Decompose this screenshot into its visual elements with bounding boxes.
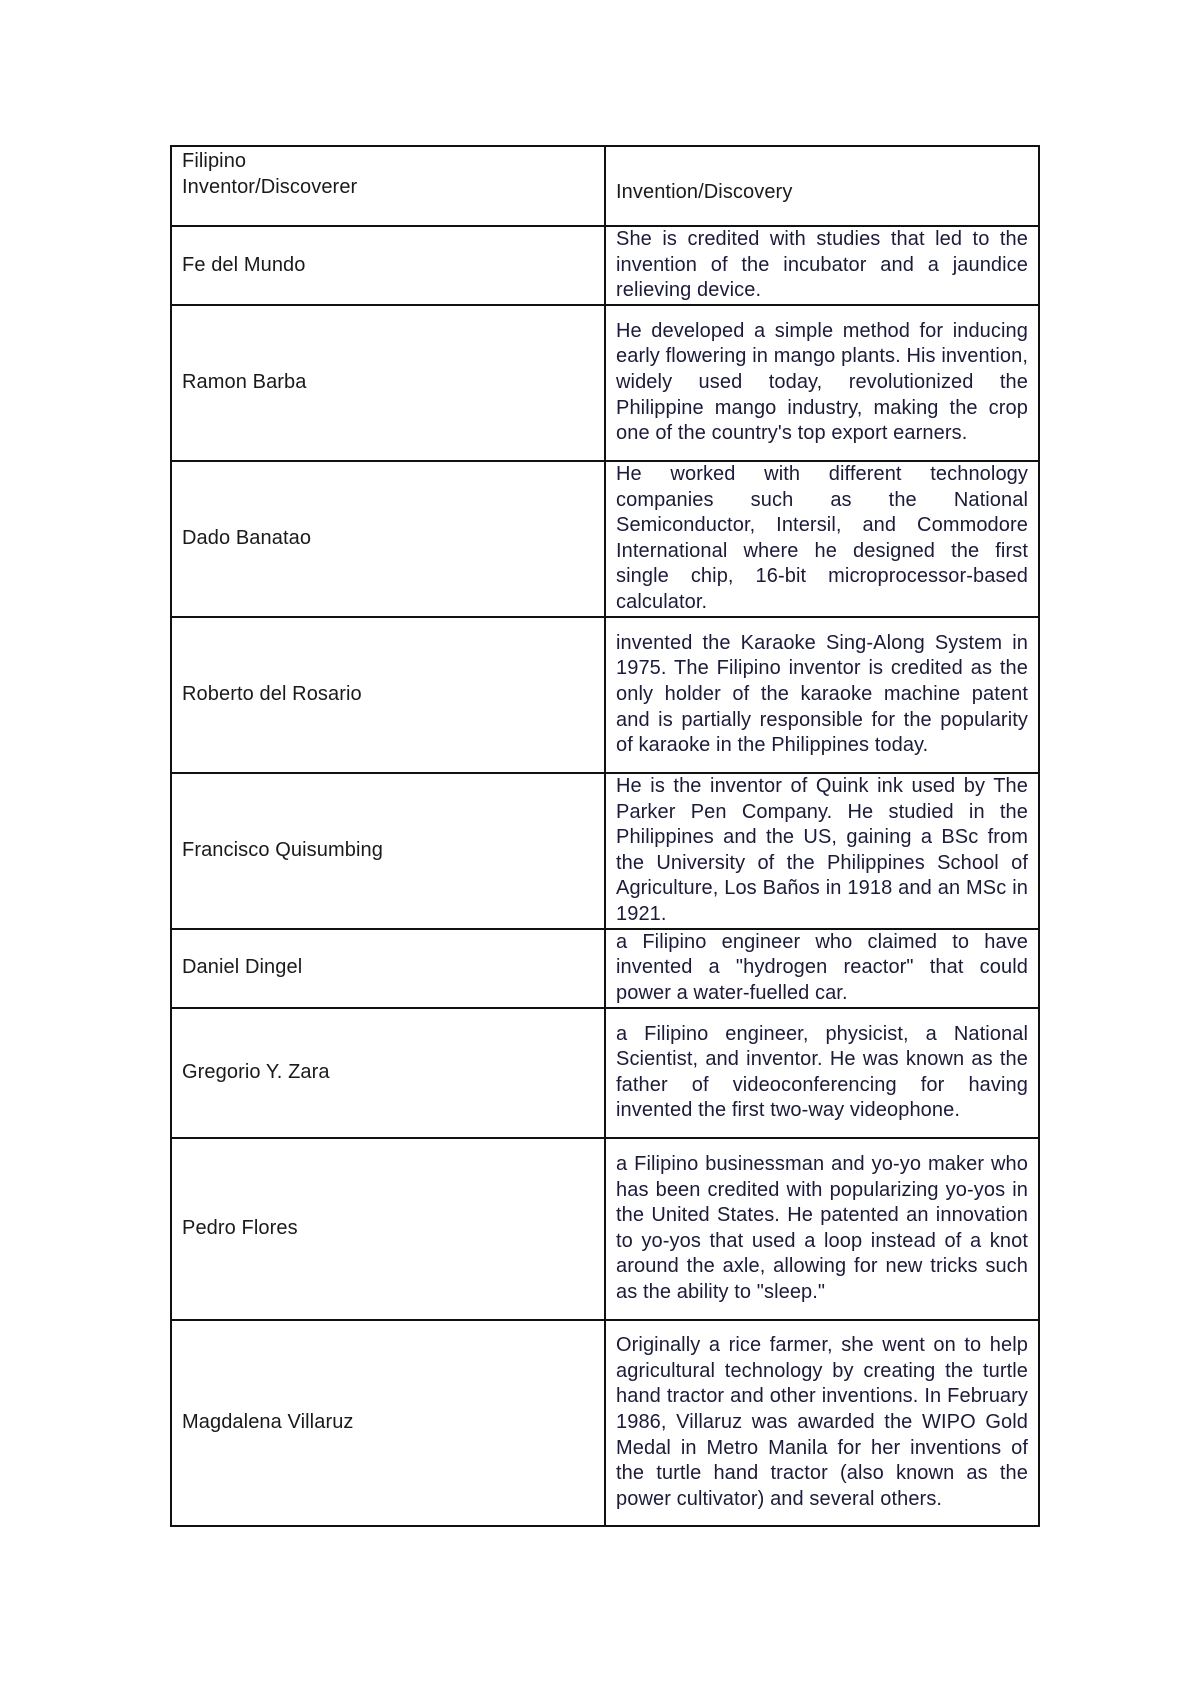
table-row (171, 305, 1039, 461)
invention-description: She is credited with studies that led to the invention of the incubator and a jaundice relieving device. (605, 226, 1039, 305)
invention-description: a Filipino engineer who claimed to have invented a "hydrogen reactor" that could power a water-fuelled car. (605, 929, 1039, 1008)
invention-description: He is the inventor of Quink ink used by The Parker Pen Company. He studied in the Philippines and the US, gaining a BSc from the University of the Philippines School of Agriculture, Los Baños in 1918 and an MSc in 1921. (605, 773, 1039, 929)
table-row (171, 617, 1039, 773)
inventor-name: Roberto del Rosario (171, 617, 605, 773)
inventor-name: Magdalena Villaruz (171, 1320, 605, 1526)
header-inventor-line1: Filipino (182, 150, 247, 172)
invention-description: invented the Karaoke Sing-Along System in 1975. The Filipino inventor is credited as the only holder of the karaoke machine patent and is partially responsible for the popularity of karaoke in the Philippines today. (605, 617, 1039, 773)
header-inventor-line2: Inventor/Discoverer (182, 175, 358, 198)
table-row (171, 1138, 1039, 1320)
invention-description: Originally a rice farmer, she went on to help agricultural technology by creating the turtle hand tractor and other inventions. In February 1986, Villaruz was awarded the WIPO Gold Medal in Metro Manila for her inventions of the turtle hand tractor (also known as the power cultivator) and several others. (605, 1320, 1039, 1526)
table-row (171, 1008, 1039, 1138)
header-invention-label: Invention/Discovery (616, 181, 793, 204)
invention-description: He worked with different technology companies such as the National Semiconductor, Intersil, and Commodore International where he designed the first single chip, 16-bit microprocessor-based calculator. (605, 461, 1039, 617)
table-row (171, 461, 1039, 617)
invention-description: a Filipino businessman and yo-yo maker who has been credited with popularizing yo-yos in the United States. He patented an innovation to yo-yos that used a loop instead of a knot around the axle, allowing for new tricks such as the ability to "sleep." (605, 1138, 1039, 1320)
header-cell-inventor (171, 146, 605, 226)
table-row (171, 773, 1039, 929)
invention-description: He developed a simple method for inducing early flowering in mango plants. His invention, widely used today, revolutionized the Philippine mango industry, making the crop one of the country's top export earners. (605, 305, 1039, 461)
inventors-table (170, 145, 1040, 1527)
inventor-name: Pedro Flores (171, 1138, 605, 1320)
table-header-row (171, 146, 1039, 226)
invention-description: a Filipino engineer, physicist, a National Scientist, and inventor. He was known as the father of videoconferencing for having invented the first two-way videophone. (605, 1008, 1039, 1138)
table-row (171, 929, 1039, 1008)
inventor-name: Gregorio Y. Zara (171, 1008, 605, 1138)
table-row (171, 226, 1039, 305)
inventor-name: Ramon Barba (171, 305, 605, 461)
inventor-name: Dado Banatao (171, 461, 605, 617)
inventor-name: Francisco Quisumbing (171, 773, 605, 929)
inventor-name: Fe del Mundo (171, 226, 605, 305)
header-cell-invention (605, 146, 1039, 226)
table-row (171, 1320, 1039, 1526)
inventor-name: Daniel Dingel (171, 929, 605, 1008)
